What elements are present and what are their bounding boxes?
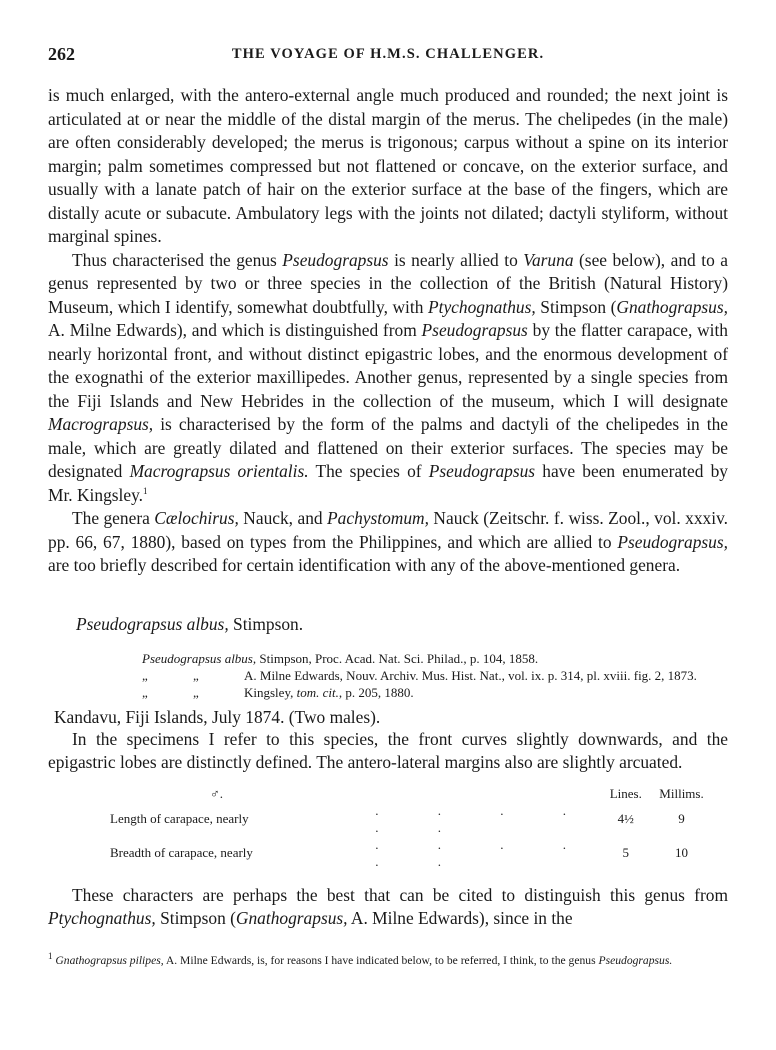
measurement-label: Length of carapace, nearly [110,811,249,826]
measurement-table [110,785,710,870]
italic-run: Macrograpsus, [48,414,154,434]
page-number: 262 [48,44,75,64]
measurement-millims: 10 [675,845,689,860]
italic-run: Gnathograpsus, [235,908,348,928]
text-run: A. Milne Edwards), since in the [347,908,573,928]
text-run: is nearly allied to [388,249,524,270]
italic-run: Pseudograpsus [428,461,536,481]
column-header-lines: Lines. [609,785,642,801]
species-name: Pseudograpsus albus, [76,613,229,634]
italic-run: Pseudograpsus [282,249,389,270]
leader-dots: . . . . . . [375,836,595,869]
text-run: The species of [308,461,429,481]
running-title: THE VOYAGE OF H.M.S. CHALLENGER. [231,46,545,62]
footnote [48,953,728,968]
text-run: Nauck, and [238,508,328,528]
italic-run: Pseudograpsus [421,320,528,340]
synonym-reference [244,684,728,701]
column-header-millims: Millims. [659,785,704,801]
locality-line: Kandavu, Fiji Islands, July 1874. (Two males). [54,706,381,727]
footnote-reference[interactable]: 1 [143,485,148,496]
measurement-millims: 9 [678,811,685,826]
synonym-name: Pseudograpsus albus, [142,650,257,666]
text-run: Kingsley, [244,684,297,700]
text-run: Thus characterised the genus [72,249,283,270]
synonymy-entry [142,650,728,667]
italic-run: Ptychognathus, [428,296,536,317]
paragraph-4: In the specimens I refer to this species, the front curves slightly downwards, and the epigastric lobes are distinctly defined. The antero-lateral margins also are slightly arcuated. [48,728,728,772]
ditto-mark: „ [142,684,148,700]
italic-run: Macrograpsus orientalis. [129,461,309,481]
text-run: Stimpson ( [155,908,236,928]
text-run: (see below), and to a genus represented by two or three species in the collection of the British (Natural History) Museum, which I identify, somewhat doubtfully, with [48,249,728,317]
ditto-mark: „ [193,684,199,700]
paragraph-3 [48,507,728,578]
measurement-header-row [110,785,710,802]
measurement-row [110,802,710,836]
text-run: A. Milne Edwards, is, for reasons I have indicated below, to be referred, I think, to the genus [163,954,599,967]
italic-run: Cælochirus, [154,508,239,528]
section-gap [48,578,728,613]
synonymy-entry [142,684,728,701]
species-author: Stimpson. [228,613,304,634]
sex-symbol: ♂. [210,785,223,801]
text-run: Stimpson ( [535,296,617,317]
synonymy-entry [142,667,728,684]
italic-run: tom. cit. [296,684,339,700]
ditto-marks [142,684,244,701]
italic-run: Pachystomum, [327,508,429,528]
paragraph-2 [48,249,728,508]
italic-run: Gnathograpsus, [616,296,728,317]
text-run: have been enumerated by Mr. Kingsley. [48,461,728,505]
text-run: A. Milne Edwards), and which is distinguished from [48,320,422,340]
text-run: are too briefly described for certain identification with any of the above-mentioned genera. [48,555,681,575]
italic-run: Pseudograpsus, [617,531,728,552]
synonymy-list [142,650,728,701]
species-heading [76,613,728,636]
text-run: is characterised by the form of the palms and dactyli of the chelipedes in the male, which are greatly dilated and flattened on their exterior surfaces. The species may be designated [48,414,728,481]
measurement-label: Breadth of carapace, nearly [110,845,253,860]
ditto-marks [142,667,244,684]
italic-run: Ptychognathus, [48,908,156,928]
synonym-reference: Stimpson, Proc. Acad. Nat. Sci. Philad., p. 104, 1858. [256,650,539,666]
ditto-mark: „ [142,667,148,683]
footnote-mark: 1 [48,951,53,962]
body-text [48,84,728,931]
measurement-lines: 5 [622,845,630,860]
synonym-reference: A. Milne Edwards, Nouv. Archiv. Mus. Hist. Nat., vol. ix. p. 314, pl. xviii. fig. 2, 1873. [244,667,697,683]
paragraph-1: is much enlarged, with the antero-external angle much produced and rounded; the next joint is articulated at or near the middle of the distal margin of the merus. The chelipedes (in the male) are often considerably developed; the merus is trigonous; carpus without a spine on its interior margin; palm sometimes compressed but not flattened or concave, on the exterior surface, and usually with a lanate patch of hair on the exterior surface at the base of the fingers, which are distally acute or subacute. Ambulatory legs with the joints not dilated; dactyli styliform, without marginal spines. [48,85,728,246]
text-run: , p. 205, 1880. [338,684,414,700]
page-header [48,44,728,66]
italic-run: Gnathograpsus pilipes, [55,954,164,967]
measurement-row [110,836,710,870]
ditto-mark: „ [193,667,199,683]
paragraph-5 [48,884,728,931]
measurement-lines: 4½ [617,811,634,826]
italic-run: Varuna [523,249,574,270]
text-run: by the flatter carapace, with nearly horizontal front, and without distinct epigastric lobes, and the enormous development of the exognathi of the exterior maxillipedes. Another genus, represented by a single species from the Fiji Islands and New Hebrides in the collection of the museum, which I will designate [48,320,729,411]
text-run: Nauck (Zeitschr. f. wiss. Zool., vol. xxxiv. pp. 66, 67, 1880), based on types from the Philippines, and which are allied to [48,508,729,552]
text-run: The genera [72,508,155,528]
italic-run: Pseudograpsus. [598,954,673,967]
leader-dots: . . . . . . [375,802,595,835]
text-run: These characters are perhaps the best that can be cited to distinguish this genus from [72,884,728,905]
